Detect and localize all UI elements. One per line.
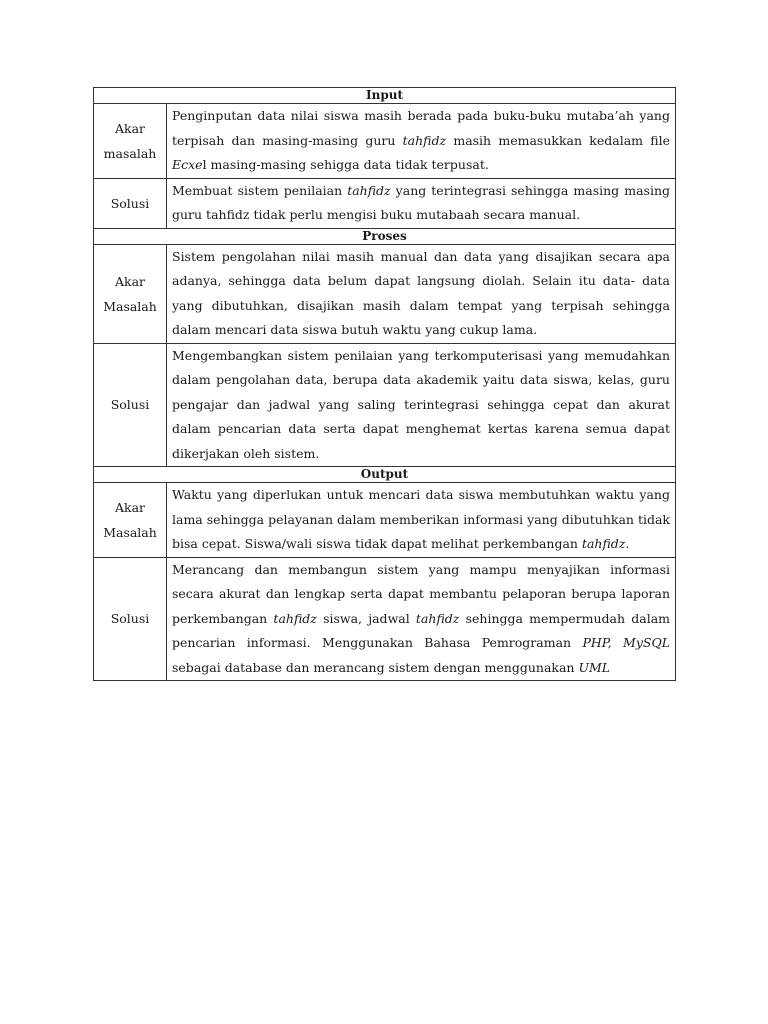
text-segment: masih memasukkan kedalam file bbox=[446, 132, 670, 148]
italic-term: tahfidz bbox=[273, 610, 317, 626]
section-title: Proses bbox=[94, 228, 676, 244]
row-label-line: Solusi bbox=[110, 611, 150, 627]
row-description bbox=[167, 244, 676, 343]
row-label-line: Solusi bbox=[110, 195, 150, 211]
row-description bbox=[167, 343, 676, 467]
table-row bbox=[94, 178, 676, 228]
row-label-line: masalah bbox=[103, 145, 157, 161]
italic-term: UML bbox=[578, 659, 611, 675]
text-segment: Mengembangkan sistem penilaian yang terkomputerisasi yang memudahkan dalam pengolahan data, berupa data akademik yaitu data siswa, kelas, guru pengajar dan jadwal yang saling terintegrasi sehingga cepat dan akurat dalam pencarian data serta dapat menghemat kertas karena semua dapat dikerjakan oleh sistem. bbox=[172, 347, 670, 461]
text-segment: Penginputan data nilai siswa masih berada pada buku-buku mutaba’ah yang terpisah dan masing-masing guru bbox=[172, 108, 670, 148]
italic-term: Ecxe bbox=[172, 157, 203, 172]
table-row bbox=[94, 104, 676, 179]
row-description bbox=[167, 104, 676, 179]
row-label-line: Masalah bbox=[103, 298, 157, 314]
row-label bbox=[94, 343, 167, 467]
row-label bbox=[94, 244, 167, 343]
row-description bbox=[167, 178, 676, 228]
section-title: Input bbox=[94, 88, 676, 104]
text-segment: sebagai database dan merancang sistem dengan menggunakan bbox=[172, 659, 579, 675]
section-header-row bbox=[94, 228, 676, 244]
text-segment: . bbox=[625, 536, 630, 551]
section-title: Output bbox=[94, 467, 676, 483]
italic-term: tahfidz bbox=[415, 610, 460, 626]
text-segment: l masing-masing sehigga data tidak terpusat. bbox=[202, 157, 489, 172]
text-segment: Membuat sistem penilaian bbox=[172, 182, 348, 198]
text-segment: Sistem pengolahan nilai masih manual dan data yang disajikan secara apa adanya, sehingga data belum dapat langsung diolah. Selain itu data- data yang dibutuhkan, disajikan masih dalam tempat yang terpisah sehingga dalam mencari data siswa butuh waktu yang cukup lama. bbox=[172, 248, 670, 337]
row-description bbox=[167, 483, 676, 558]
row-label bbox=[94, 178, 167, 228]
section-header-row bbox=[94, 467, 676, 483]
row-label-line: Akar bbox=[114, 499, 146, 515]
analysis-table bbox=[93, 87, 676, 681]
table-row bbox=[94, 343, 676, 467]
text-segment: yang terintegrasi sehingga masing masing guru tahfidz tidak perlu mengisi buku mutabaah secara manual. bbox=[172, 182, 670, 222]
row-label bbox=[94, 104, 167, 179]
row-description bbox=[167, 557, 676, 681]
table-row bbox=[94, 244, 676, 343]
table-row bbox=[94, 557, 676, 681]
text-segment: siswa, jadwal bbox=[316, 610, 416, 626]
row-label-line: Solusi bbox=[110, 397, 150, 413]
text-segment: Waktu yang diperlukan untuk mencari data siswa membutuhkan waktu yang lama sehingga pelayanan dalam memberikan informasi yang dibutuhkan tidak bisa cepat. Siswa/wali siswa tidak dapat melihat perkembangan bbox=[172, 487, 670, 551]
row-label bbox=[94, 557, 167, 681]
italic-term: tahfidz bbox=[347, 182, 391, 198]
table-row bbox=[94, 483, 676, 558]
italic-term: PHP, MySQL bbox=[582, 635, 671, 650]
italic-term: tahfidz bbox=[581, 536, 626, 551]
italic-term: tahfidz bbox=[402, 132, 447, 148]
row-label-line: Akar bbox=[114, 273, 146, 289]
row-label-line: Akar bbox=[114, 120, 146, 136]
row-label-line: Masalah bbox=[103, 524, 157, 540]
text-segment: Merancang dan membangun sistem yang mampu menyajikan informasi secara akurat dan lengkap serta dapat membantu pelaporan berupa laporan perkembangan bbox=[172, 561, 670, 626]
row-label bbox=[94, 483, 167, 558]
text-segment: sehingga mempermudah dalam pencarian informasi. Menggunakan Bahasa Pemrograman bbox=[172, 610, 670, 650]
section-header-row bbox=[94, 88, 676, 104]
